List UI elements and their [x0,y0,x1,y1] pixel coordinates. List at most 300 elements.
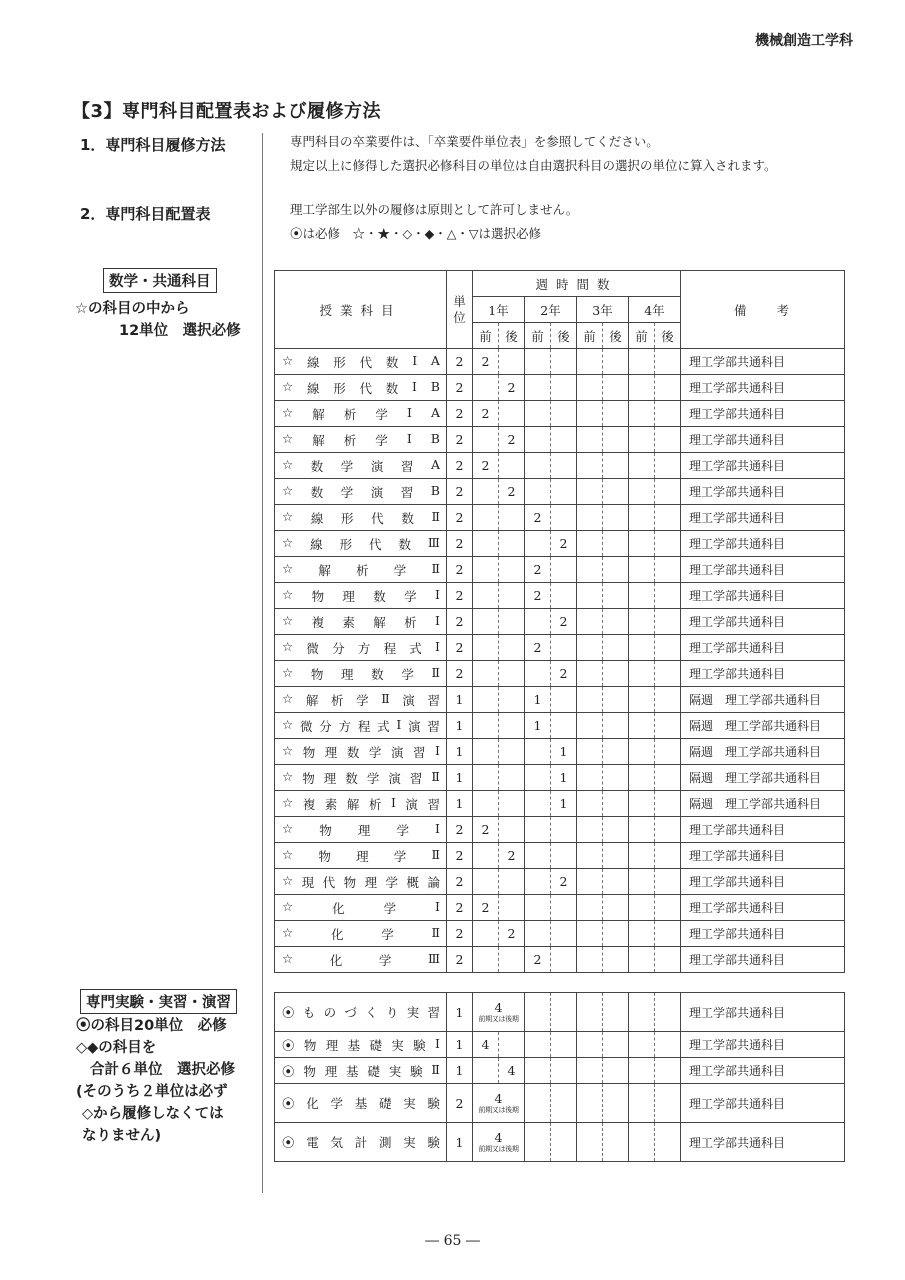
item2-line: 理工学部生以外の履修は原則として許可しません。 [290,202,579,217]
course-name [275,635,447,661]
course-hours [603,843,629,869]
lab-hours [473,1058,499,1084]
course-name-char: 演 [370,484,384,500]
lab-credits: 1 [447,993,473,1032]
course-name-char: Ⅰ [396,716,402,732]
course-name [275,791,447,817]
course-hours [603,921,629,947]
course-name [275,427,447,453]
course-remarks: 隔週 理工学部共通科目 [681,687,845,713]
course-name [275,1084,447,1123]
lab-remarks: 理工学部共通科目 [681,1058,845,1084]
course-name-char: 習 [427,796,440,812]
course-name-char: 代 [369,536,382,552]
course-name-char: 理 [324,1063,338,1079]
course-remarks: 理工学部共通科目 [681,895,845,921]
course-name-char: 微 [306,640,319,656]
left-divider [262,133,263,1193]
course-name-char: 学 [366,770,380,786]
lab-hours [629,1123,655,1162]
course-credits: 1 [447,739,473,765]
lab-hours [577,1123,603,1162]
table-row [275,531,845,557]
course-hours [551,557,577,583]
lab-hours [525,1123,551,1162]
course-credits: 2 [447,349,473,375]
course-name-char: Ⅰ [435,820,440,836]
header-first: 前 [525,323,551,349]
lab-hours [499,1032,525,1058]
course-hours: 2 [499,843,525,869]
course-hours [525,869,551,895]
header-first: 前 [577,323,603,349]
course-hours [577,453,603,479]
course-hours: 2 [473,895,499,921]
table-row [275,479,845,505]
course-hours [473,635,499,661]
course-hours [551,817,577,843]
course-name-char: 演 [408,718,421,734]
table-row [275,453,845,479]
course-hours [577,479,603,505]
table-row [275,401,845,427]
table-row [275,583,845,609]
course-name-char: 析 [330,692,344,708]
course-mark: ☆ [282,872,294,888]
course-remarks: 理工学部共通科目 [681,921,845,947]
lab-remarks: 理工学部共通科目 [681,993,845,1032]
lab-hours [603,1084,629,1123]
course-hours [655,505,681,531]
course-hours [473,765,499,791]
course-name [275,453,447,479]
course-mark: ⦿ [282,1063,295,1079]
course-hours [655,661,681,687]
table-row [275,609,845,635]
group2-note-line: 合計６単位 選択必修 [90,1062,235,1078]
course-hours [655,869,681,895]
course-hours [603,583,629,609]
course-hours [577,349,603,375]
page-number: ― 65 ― [425,1233,480,1249]
course-name-char: 析 [343,432,357,448]
course-name [275,817,447,843]
course-name-char: 験 [413,1037,426,1053]
course-name-char: 複 [311,614,325,630]
course-remarks: 理工学部共通科目 [681,427,845,453]
course-hours [525,817,551,843]
course-name [275,557,447,583]
course-hours [629,947,655,973]
course-name-char: 論 [427,874,440,890]
lab-credits: 1 [447,1058,473,1084]
course-hours: 1 [551,791,577,817]
table-row [275,869,845,895]
course-name-char: 理 [325,1037,339,1053]
table-row [275,635,845,661]
course-name-char: 代 [359,380,373,396]
course-hours [603,791,629,817]
course-mark: ☆ [282,924,294,940]
course-name-char: 習 [412,744,426,760]
lab-hours [629,1058,655,1084]
course-name-char: 学 [378,952,392,968]
course-remarks: 隔週 理工学部共通科目 [681,713,845,739]
course-name [275,843,447,869]
lab-hours-value: 4 [494,1091,503,1106]
course-hours [655,713,681,739]
course-hours [499,557,525,583]
course-mark: ☆ [282,794,294,810]
course-name-char: 代 [359,354,373,370]
course-name [275,609,447,635]
course-hours [577,713,603,739]
lab-hours [655,1032,681,1058]
course-name-char: 分 [319,718,332,734]
lab-credits: 2 [447,1084,473,1123]
course-credits: 2 [447,921,473,947]
course-name [275,349,447,375]
course-name-char: 礎 [367,1063,380,1079]
course-hours [525,375,551,401]
course-hours [525,765,551,791]
course-credits: 2 [447,947,473,973]
course-hours [603,453,629,479]
course-name [275,583,447,609]
course-hours [525,349,551,375]
course-table [274,270,845,973]
course-hours [577,661,603,687]
course-name-char: Ⅱ [431,846,440,862]
course-remarks: 理工学部共通科目 [681,843,845,869]
course-remarks: 隔週 理工学部共通科目 [681,765,845,791]
course-name-char: 数 [398,536,411,552]
course-hours [655,947,681,973]
course-hours [551,921,577,947]
course-name-char: 数 [373,588,386,604]
table-row [275,947,845,973]
course-hours: 2 [499,375,525,401]
course-name-char: 物 [311,588,325,604]
course-hours [655,635,681,661]
course-hours [655,765,681,791]
lab-hours-value: 4 [494,1130,503,1145]
lab-table [274,992,845,1162]
header-year3: 3年 [577,297,629,323]
course-hours: 2 [551,609,577,635]
course-name-char: Ⅱ [431,508,440,524]
course-hours [577,635,603,661]
course-name-char: 学 [375,432,388,448]
course-name-char: 代 [322,874,336,890]
course-name-char: 電 [306,1135,319,1150]
course-name-char: 実 [403,1135,416,1150]
course-name-char: 礎 [369,1037,382,1053]
course-remarks: 理工学部共通科目 [681,401,845,427]
course-hours [577,687,603,713]
course-name-char: 概 [406,874,420,890]
course-hours [525,739,551,765]
course-name-char: 析 [356,562,369,578]
lab-hours [577,1058,603,1084]
course-hours [603,349,629,375]
course-hours [473,869,499,895]
table-row [275,557,845,583]
course-name-char: 析 [343,406,357,422]
course-hours [473,661,499,687]
course-name-char: 数 [371,666,384,682]
course-hours [629,609,655,635]
course-hours [499,453,525,479]
table-row [275,427,845,453]
course-name-char: 学 [340,484,354,500]
course-hours [577,817,603,843]
course-remarks: 理工学部共通科目 [681,557,845,583]
course-hours: 2 [525,947,551,973]
header-weekly-hours: 週時間数 [473,271,681,297]
course-credits: 1 [447,791,473,817]
course-name-char: Ⅱ [381,690,390,706]
course-hours: 2 [551,531,577,557]
course-name-char: Ⅱ [431,924,440,940]
lab-hours [577,993,603,1032]
course-name-char: 習 [427,718,440,734]
course-hours [629,765,655,791]
group2-note-line: ◇◆の科目を [76,1040,157,1056]
course-name-char: 理 [323,770,337,786]
course-name-char: 測 [378,1135,392,1150]
course-hours [551,375,577,401]
course-name-char: 学 [340,458,354,474]
course-name-char: 基 [346,1063,359,1079]
lab-term-note: 前期又は後期 [478,1015,519,1023]
course-name-char: 基 [354,1096,368,1111]
course-name [275,1058,447,1084]
course-name [275,869,447,895]
course-hours [603,739,629,765]
course-hours [603,531,629,557]
course-hours [525,843,551,869]
course-name-char: 数 [345,770,358,786]
item2-text [290,198,578,246]
course-name-char: Ⅰ [406,404,412,420]
header-second: 後 [499,323,525,349]
course-name-char: 礎 [378,1096,392,1111]
course-name-char: 理 [356,848,369,864]
course-name-char: 素 [342,614,355,630]
course-hours [525,479,551,505]
course-hours [473,843,499,869]
course-hours [629,817,655,843]
course-hours [655,479,681,505]
course-name-char: 実 [391,1037,404,1053]
course-hours [473,427,499,453]
group2-note-line: ⦿の科目20単位 必修 [76,1018,227,1034]
course-name-char: 方 [357,640,371,656]
course-hours [499,895,525,921]
course-credits: 2 [447,505,473,531]
course-name-char: 物 [303,1063,316,1079]
course-name-char: 代 [371,510,384,526]
course-name-char: 理 [341,666,354,682]
lab-term-note: 前期又は後期 [478,1145,519,1153]
table-row [275,349,845,375]
course-hours [577,401,603,427]
course-name-char: 化 [306,1096,319,1111]
course-hours [655,583,681,609]
lab-hours [551,1058,577,1084]
course-remarks: 隔週 理工学部共通科目 [681,791,845,817]
header-second: 後 [603,323,629,349]
course-credits: 2 [447,375,473,401]
course-mark: ☆ [282,950,294,966]
course-hours [629,713,655,739]
table-row [275,687,845,713]
lab-hours [655,993,681,1032]
section-title: 【3】専門科目配置表および履修方法 [72,101,382,122]
course-name-char: Ⅰ [412,352,418,368]
lab-year1-hours [473,1084,525,1123]
course-mark: ☆ [282,820,294,836]
header-remarks: 備考 [681,271,845,349]
course-mark: ☆ [282,586,294,602]
table-row [275,993,845,1032]
course-name [275,505,447,531]
course-name-char: 理 [324,744,338,760]
course-hours [603,401,629,427]
course-name-char: 習 [409,770,423,786]
course-name-char: 現 [301,874,315,890]
table-row [275,505,845,531]
course-name-char: B [430,378,440,394]
course-name [275,993,447,1032]
course-name [275,739,447,765]
lab-hours [551,993,577,1032]
course-hours: 2 [499,479,525,505]
course-hours [551,843,577,869]
lab-credits: 1 [447,1123,473,1162]
course-credits: 2 [447,661,473,687]
course-hours [603,869,629,895]
course-hours [551,583,577,609]
course-hours [603,479,629,505]
lab-hours-value: 4 [494,1000,503,1015]
course-remarks: 理工学部共通科目 [681,947,845,973]
course-mark: ☆ [282,768,294,784]
item2-line: ⦿は必修 ☆・★・◇・◆・△・▽は選択必修 [290,226,541,241]
course-name-char: 学 [393,562,407,578]
lab-hours [577,1084,603,1123]
lab-remarks: 理工学部共通科目 [681,1032,845,1058]
course-name-char: B [430,430,440,446]
course-hours [473,505,499,531]
course-hours [577,921,603,947]
course-hours [473,531,499,557]
course-hours [603,427,629,453]
course-remarks: 理工学部共通科目 [681,505,845,531]
course-name-char: 線 [310,510,324,526]
course-mark: ☆ [282,612,294,628]
course-hours [655,687,681,713]
group1-note [75,298,241,342]
course-name-char: 物 [302,770,315,786]
lab-hours [629,993,655,1032]
group1-note-line: 12単位 選択必修 [119,323,241,339]
course-hours [577,375,603,401]
course-hours [473,947,499,973]
course-remarks: 理工学部共通科目 [681,817,845,843]
course-hours [603,713,629,739]
course-name-char: 物 [318,848,331,864]
course-hours [629,505,655,531]
course-hours [629,531,655,557]
course-hours [499,349,525,375]
course-hours [577,609,603,635]
course-mark: ⦿ [282,1135,295,1150]
course-name-char: 習 [400,484,414,500]
course-mark: ☆ [282,898,294,914]
group2-label: 専門実験・実習・演習 [80,989,237,1014]
course-name-char: 形 [333,380,346,396]
lab-hours [525,1084,551,1123]
course-hours [473,583,499,609]
header-credits-text: 単位 [453,293,466,325]
course-name-char: 学 [383,900,397,916]
course-mark: ☆ [282,352,294,368]
header-first: 前 [629,323,655,349]
lab-hours [603,993,629,1032]
course-name-char: B [430,482,440,498]
course-name-char: 演 [370,458,384,474]
course-hours [577,895,603,921]
course-hours [499,791,525,817]
course-name-char: Ⅱ [431,1061,440,1077]
course-remarks: 理工学部共通科目 [681,349,845,375]
course-mark: ⦿ [282,1005,295,1020]
lab-hours [525,1032,551,1058]
course-remarks: 理工学部共通科目 [681,375,845,401]
table-row [275,895,845,921]
lab-hours [655,1123,681,1162]
course-hours [551,453,577,479]
lab-hours [551,1084,577,1123]
course-name-char: 化 [329,952,343,968]
course-hours: 2 [525,505,551,531]
course-name-char: 演 [405,796,418,812]
course-hours [655,609,681,635]
table-row [275,1058,845,1084]
course-remarks: 理工学部共通科目 [681,531,845,557]
table-row [275,661,845,687]
course-name [275,401,447,427]
table-row [275,1032,845,1058]
course-name-char: 数 [385,380,399,396]
course-hours [499,817,525,843]
course-mark: ☆ [282,430,294,446]
course-hours [525,791,551,817]
course-name-char: 数 [346,744,360,760]
course-hours [577,791,603,817]
group1-label: 数学・共通科目 [103,268,217,293]
group2-note [76,1015,235,1147]
course-hours [525,661,551,687]
course-hours [603,895,629,921]
course-hours [473,609,499,635]
course-name-char: 験 [427,1135,440,1150]
item1-heading: 1．専門科目履修方法 [80,136,226,154]
course-name-char: 程 [383,640,397,656]
course-hours: 1 [551,739,577,765]
